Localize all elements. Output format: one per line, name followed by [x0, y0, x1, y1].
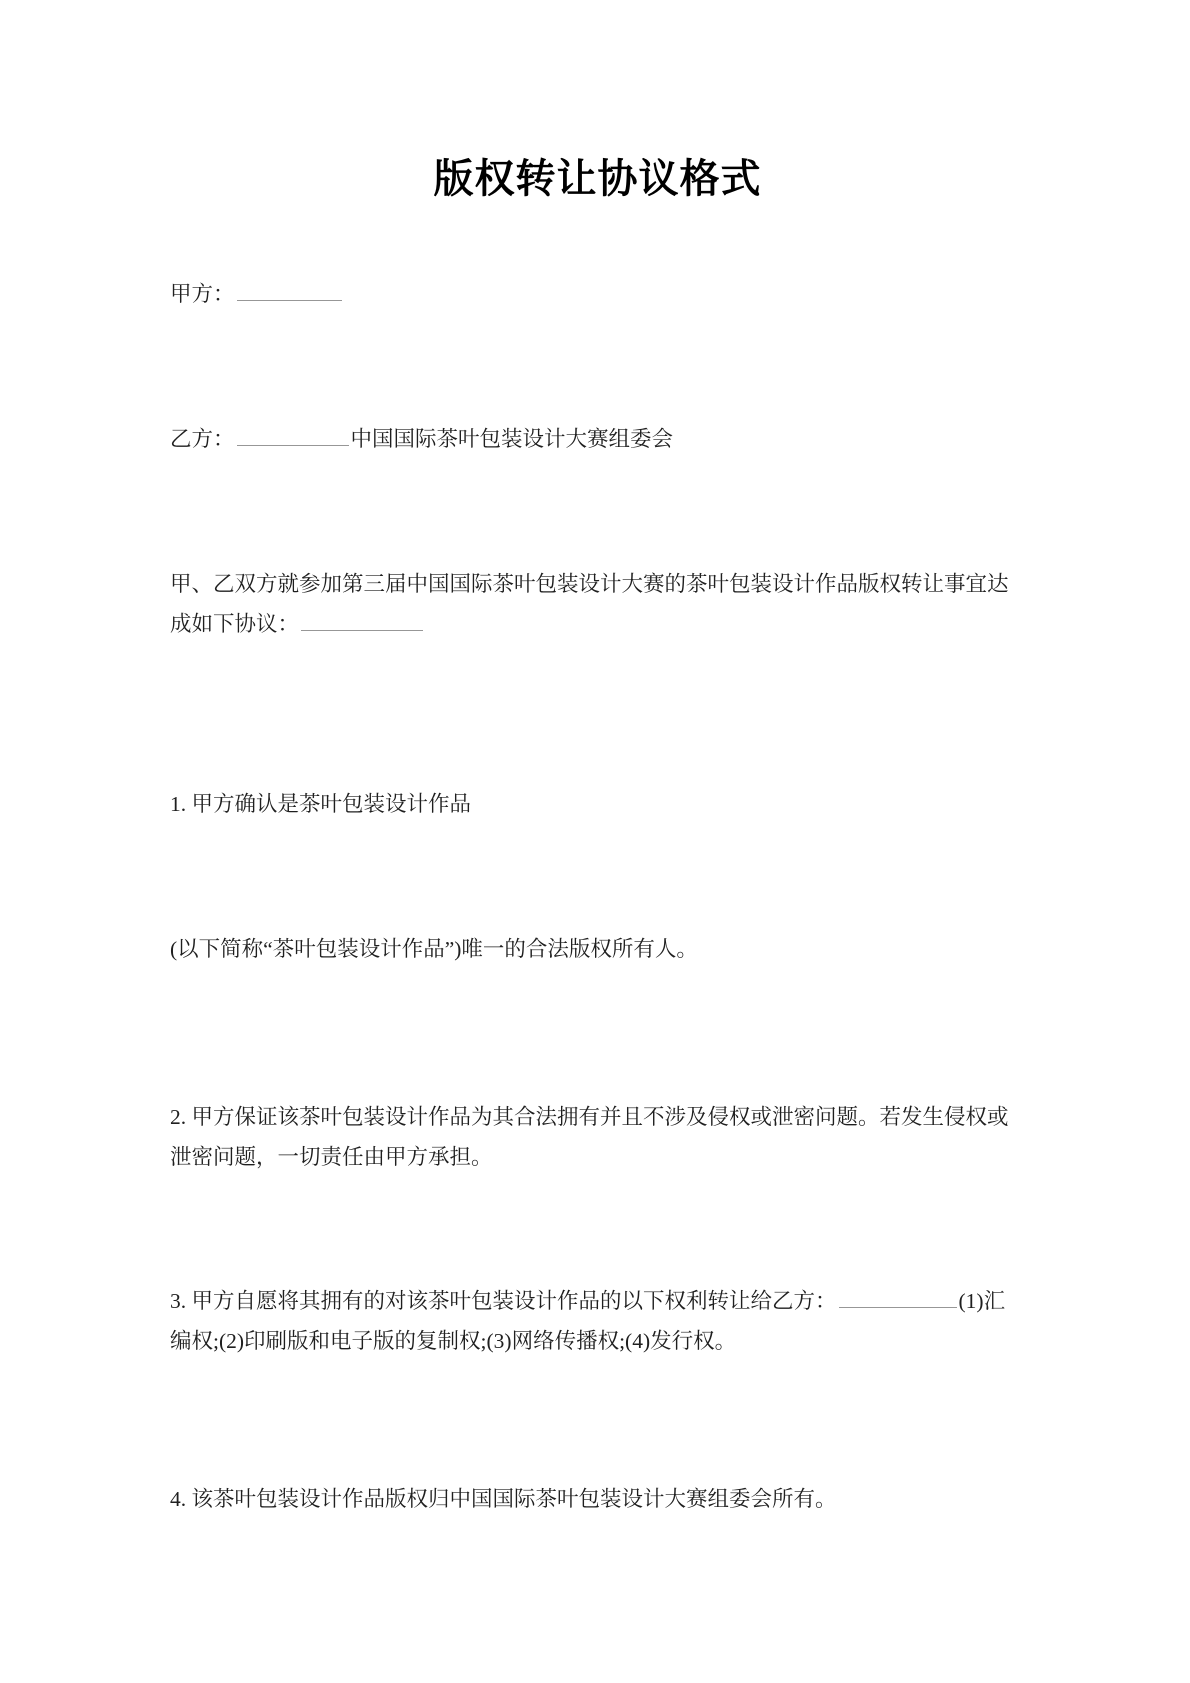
clause-3-text-before-blank: 3. 甲方自愿将其拥有的对该茶叶包装设计作品的以下权利转让给乙方：: [170, 1289, 837, 1313]
preamble-blank-line: [301, 608, 423, 631]
party-b-label: 乙方：: [170, 427, 235, 451]
clause-3-blank-line: [839, 1285, 957, 1308]
clause-3-text-after-blank: (1)汇编权;(2)印刷版和电子版的复制权;(3)网络传播权;(4)发行权。: [170, 1289, 1006, 1353]
party-b-line: [170, 419, 1025, 459]
clause-2-text: 2. 甲方保证该茶叶包装设计作品为其合法拥有并且不涉及侵权或泄密问题。若发生侵权或泄密问题，一切责任由甲方承担。: [170, 1105, 1009, 1169]
clause-4-text: 4. 该茶叶包装设计作品版权归中国国际茶叶包装设计大赛组委会所有。: [170, 1487, 837, 1511]
page-title: 版权转让协议格式: [433, 156, 762, 201]
clause-1-text: 1. 甲方确认是茶叶包装设计作品: [170, 792, 472, 816]
party-a-line: [170, 274, 1025, 314]
preamble-paragraph: [170, 564, 1025, 644]
clause-4: [170, 1479, 1025, 1519]
clause-1-continuation: [170, 929, 1025, 969]
preamble-text: 甲、乙双方就参加第三届中国国际茶叶包装设计大赛的茶叶包装设计作品版权转让事宜达成如下协议：: [170, 572, 1009, 636]
clause-1-continuation-text: (以下简称“茶叶包装设计作品”)唯一的合法版权所有人。: [170, 937, 698, 961]
party-a-label: 甲方：: [170, 282, 235, 306]
clause-1: [170, 784, 1025, 824]
party-b-blank-line: [237, 423, 349, 446]
clause-3: [170, 1281, 1025, 1361]
clause-2: [170, 1097, 1025, 1177]
party-a-blank-line: [237, 278, 342, 301]
party-b-value: 中国国际茶叶包装设计大赛组委会: [350, 427, 674, 451]
